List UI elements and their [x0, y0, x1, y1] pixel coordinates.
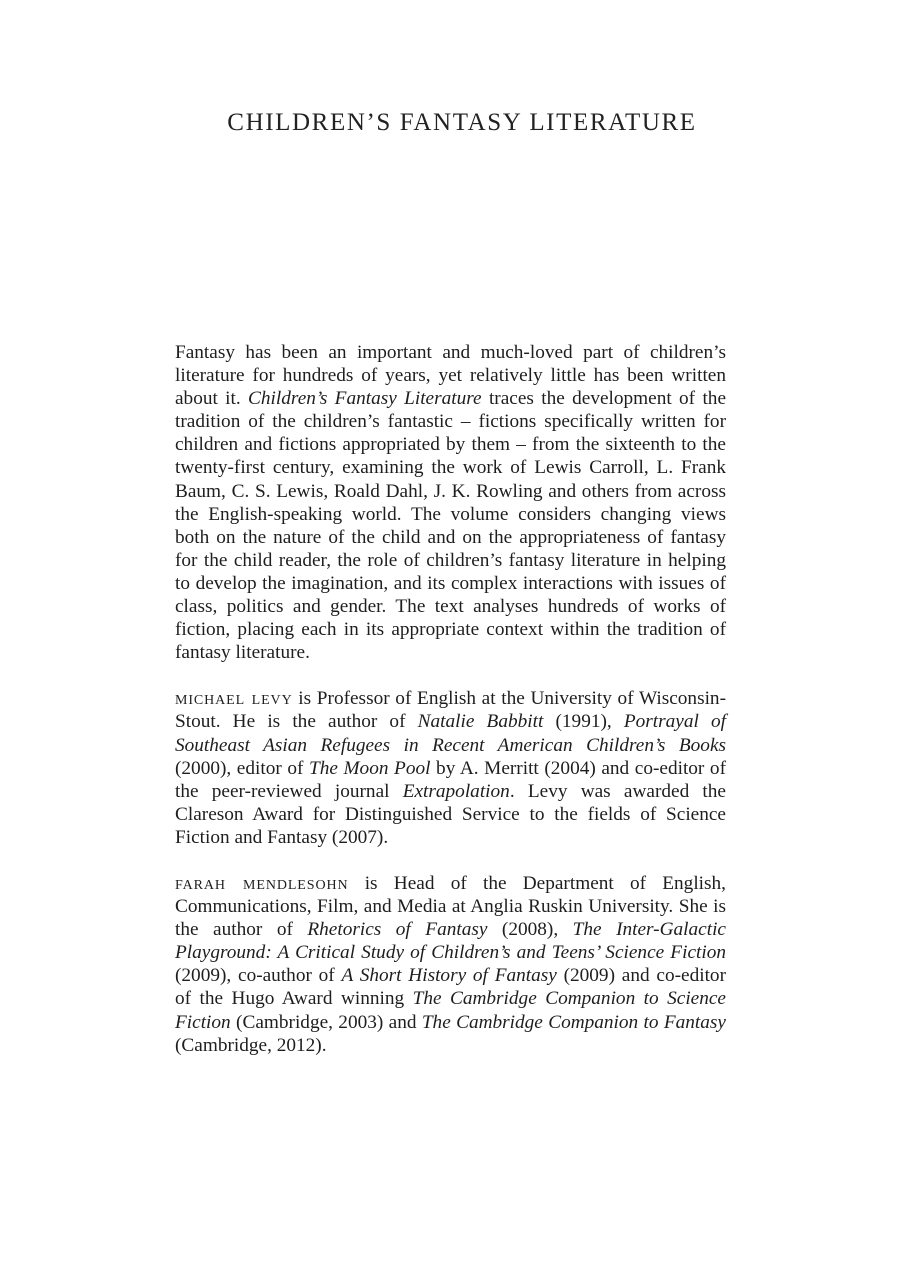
bio-text: is Head of the Department of English, Communications, Film, and Media at Anglia Ruskin University. She is the author of: [175, 872, 726, 941]
author-bio-mendlesohn: [175, 872, 726, 1057]
bio-text: (2009) and co-editor of the Hugo Award winning: [175, 965, 726, 1010]
author-name: michael levy: [175, 688, 293, 710]
bio-text: by A. Merritt (2004) and co-editor of the peer-reviewed journal: [175, 757, 726, 802]
page-title: CHILDREN’S FANTASY LITERATURE: [227, 109, 697, 136]
book-description: [175, 341, 726, 664]
bio-text: (Cambridge, 2003) and: [230, 1011, 422, 1033]
bio-text: (1991),: [543, 711, 624, 733]
author-bio-levy: [175, 687, 726, 849]
work-title: The Cambridge Companion to Science Fiction: [175, 988, 726, 1033]
work-title: Rhetorics of Fantasy: [307, 919, 488, 941]
bio-text: (2000), editor of: [175, 757, 309, 779]
blurb-text: [175, 341, 726, 1057]
work-title: A Short History of Fantasy: [341, 965, 557, 987]
bio-text: . Levy was awarded the Clareson Award for Distinguished Service to the fields of Science Fiction and Fantasy (2007).: [175, 780, 726, 848]
bio-text: (Cambridge, 2012).: [175, 1034, 327, 1056]
author-name: farah mendlesohn: [175, 872, 349, 894]
work-title: Extrapolation: [402, 780, 510, 802]
description-text: traces the development of the tradition of the children’s fantastic – fictions specifically written for children and fictions appropriated by them – from the sixteenth to the twenty-first century, examining the work of Lewis Carroll, L. Frank Baum, C. S. Lewis, Roald Dahl, J. K. Rowling and others from across the English-speaking world. The volume considers changing views both on the nature of the child and on the appropriateness of fantasy for the child reader, the role of children’s fantasy literature in helping to develop the imagination, and its complex interactions with issues of class, politics and gender. The text analyses hundreds of works of fiction, placing each in its appropriate context within the tradition of fantasy literature.: [175, 388, 726, 664]
book-title: Children’s Fantasy Literature: [248, 388, 482, 410]
work-title: The Moon Pool: [309, 757, 431, 779]
bio-text: (2009), co-author of: [175, 965, 342, 987]
work-title: The Cambridge Companion to Fantasy: [421, 1011, 726, 1033]
work-title: Portrayal of Southeast Asian Refugees in Recent American Children’s Books: [175, 711, 726, 756]
description-text: Fantasy has been an important and much-loved part of children’s literature for hundreds of years, yet relatively little has been written about it.: [175, 342, 726, 410]
bio-text: is Professor of English at the University of Wisconsin-Stout. He is the author of: [175, 688, 726, 733]
bio-text: (2008),: [487, 919, 573, 941]
work-title: Natalie Babbitt: [417, 711, 544, 733]
work-title: The Inter-Galactic Playground: A Critical Study of Children’s and Teens’ Science Fiction: [175, 919, 726, 964]
